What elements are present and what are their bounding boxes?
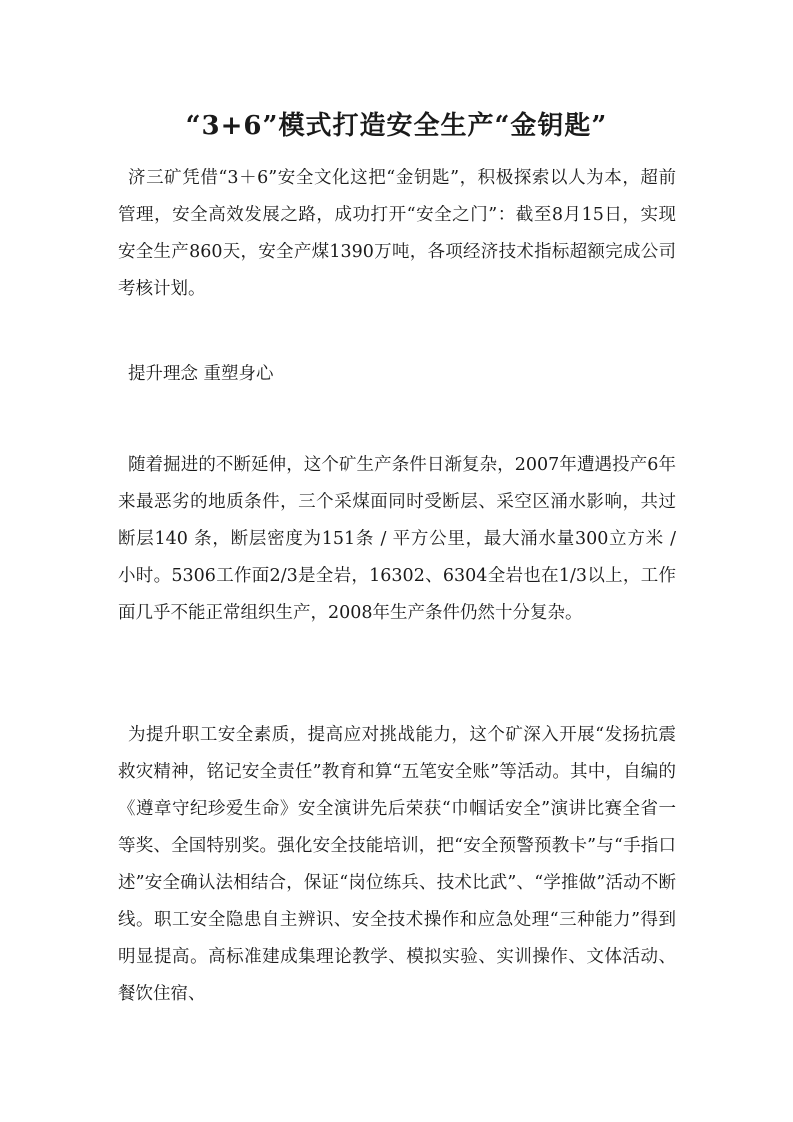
section-heading: 提升理念 重塑身心 <box>128 364 274 384</box>
paragraph-intro: 济三矿凭借“3＋6”安全文化这把“金钥匙”，积极探索以人为本，超前管理，安全高效发展之路，成功打开“安全之门”：截至8月15日，实现安全生产860天，安全产煤1390万吨，各项经济技术指标超额完成公司考核计划。 <box>118 168 676 299</box>
paragraph-conditions: 随着掘进的不断延伸，这个矿生产条件日渐复杂，2007年遭遇投产6年来最恶劣的地质条件，三个采煤面同时受断层、采空区涌水影响，共过断层140 条，断层密度为151条 / 平方公里，最大涌水量300立方米 / 小时。5306工作面2/3是全岩，16302、6304全岩也在1/3以上，工作面几乎不能正常组织生产，2008年生产条件仍然十分复杂。 <box>118 455 676 623</box>
paragraph-training: 为提升职工安全素质，提高应对挑战能力，这个矿深入开展“发扬抗震救灾精神，铭记安全责任”教育和算“五笔安全账”等活动。其中，自编的《遵章守纪珍爱生命》安全演讲先后荣获“巾帼话安全”演讲比赛全省一等奖、全国特别奖。强化安全技能培训，把“安全预警预教卡”与“手指口述”安全确认法相结合，保证“岗位练兵、技术比武”、“学推做”活动不断线。职工安全隐患自主辨识、安全技术操作和应急处理“三种能力”得到明显提高。高标准建成集理论教学、模拟实验、实训操作、文体活动、餐饮住宿、 <box>118 725 676 1004</box>
document-title: “3+6”模式打造安全生产“金钥匙” <box>185 111 608 142</box>
